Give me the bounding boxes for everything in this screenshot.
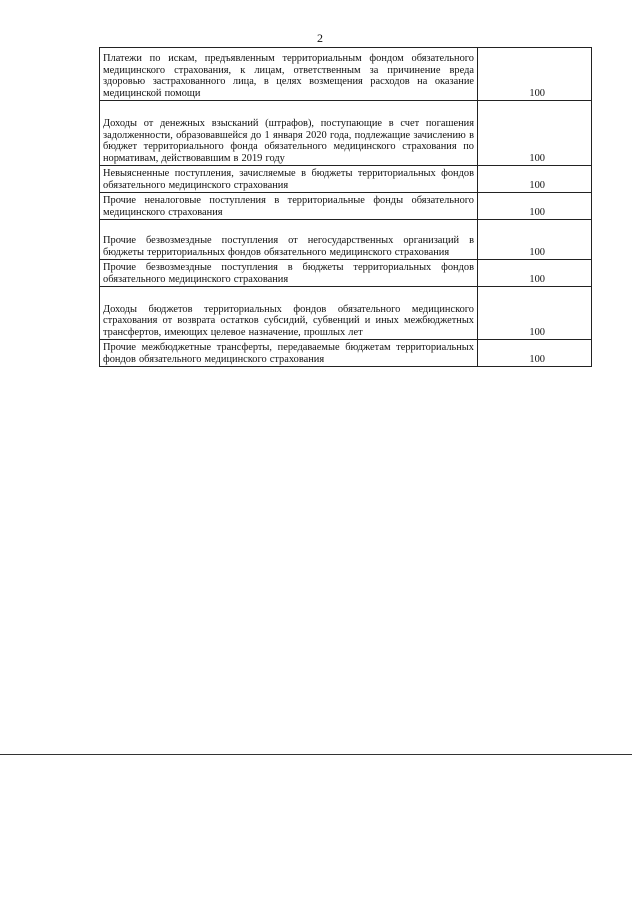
norm-value-cell: 100: [478, 287, 592, 340]
revenue-name-cell: Прочие межбюджетные трансферты, передаваемые бюджетам территориальных фондов обязательного медицинского страхования: [100, 340, 478, 367]
revenue-name-cell: Платежи по искам, предъявленным территориальным фондом обязательного медицинского страхования, к лицам, ответственным за причинение вреда здоровью застрахованного лица, в целях возмещения расходов на оказание медицинской помощи: [100, 48, 478, 101]
revenue-name-cell: Доходы от денежных взысканий (штрафов), поступающие в счет погашения задолженности, образовавшейся до 1 января 2020 года, подлежащие зачислению в бюджет территориального фонда обязательного медицинского страхования по нормативам, действовавшим в 2019 году: [100, 101, 478, 166]
table-row: [100, 193, 592, 220]
page-number: 2: [317, 31, 323, 45]
table-row: [100, 101, 592, 166]
table-row: [100, 260, 592, 287]
table-row: [100, 166, 592, 193]
revenue-norms-table: [99, 47, 592, 367]
table-row: [100, 220, 592, 260]
norm-value-cell: 100: [478, 166, 592, 193]
norm-value-cell: 100: [478, 193, 592, 220]
table-row: [100, 340, 592, 367]
norm-value-cell: 100: [478, 101, 592, 166]
table-row: [100, 287, 592, 340]
revenue-name-cell: Прочие безвозмездные поступления от негосударственных организаций в бюджеты территориальных фондов обязательного медицинского страхования: [100, 220, 478, 260]
revenue-name-cell: Невыясненные поступления, зачисляемые в бюджеты территориальных фондов обязательного медицинского страхования: [100, 166, 478, 193]
revenue-name-cell: Прочие безвозмездные поступления в бюджеты территориальных фондов обязательного медицинского страхования: [100, 260, 478, 287]
norm-value-cell: 100: [478, 48, 592, 101]
footer-divider: [0, 754, 632, 755]
revenue-name-cell: Доходы бюджетов территориальных фондов обязательного медицинского страхования от возврата остатков субсидий, субвенций и иных межбюджетных трансфертов, имеющих целевое назначение, прошлых лет: [100, 287, 478, 340]
norm-value-cell: 100: [478, 220, 592, 260]
norm-value-cell: 100: [478, 340, 592, 367]
norm-value-cell: 100: [478, 260, 592, 287]
table-row: [100, 48, 592, 101]
revenue-name-cell: Прочие неналоговые поступления в территориальные фонды обязательного медицинского страхования: [100, 193, 478, 220]
